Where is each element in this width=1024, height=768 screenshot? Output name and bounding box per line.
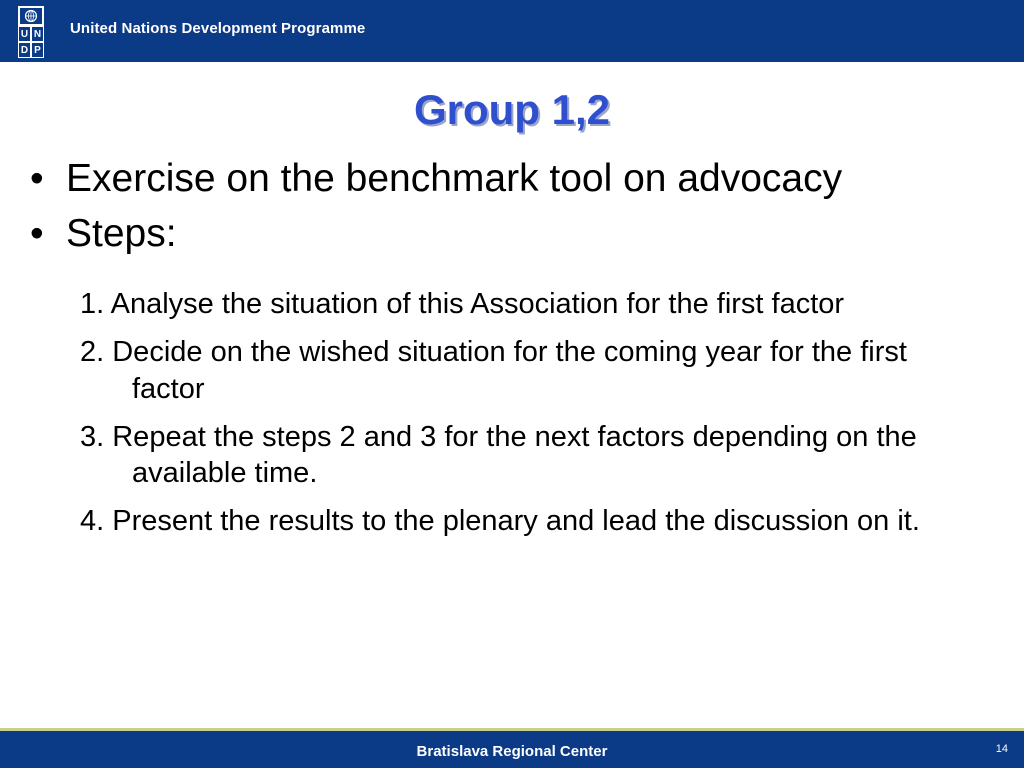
bullet-list: [30, 154, 1010, 263]
step-item: 1. Analyse the situation of this Association for the first factor: [80, 288, 845, 320]
bullet-text: Steps:: [66, 211, 177, 255]
footer-bar: [0, 728, 1024, 768]
step-item: 3. Repeat the steps 2 and 3 for the next factors depending on the available time.: [80, 420, 917, 489]
slide-title: Group 1,2: [413, 86, 611, 133]
logo-letter: U: [20, 28, 29, 40]
steps-list: [80, 286, 980, 552]
bullet-icon: •: [30, 157, 44, 200]
logo-letter: N: [33, 28, 42, 40]
footer-center-text: Bratislava Regional Center: [416, 743, 608, 760]
step-item: 4. Present the results to the plenary and lead the discussion on it.: [80, 505, 920, 538]
bullet-item: [30, 154, 1010, 205]
organization-name: United Nations Development Programme: [70, 20, 366, 37]
step-item: 2. Decide on the wished situation for the coming year for the first factor: [80, 336, 907, 405]
bullet-item: [30, 209, 1010, 260]
logo-letter: D: [20, 44, 29, 56]
page-number: 14: [995, 743, 1008, 755]
undp-logo: [18, 6, 44, 58]
bullet-text: Exercise on the benchmark tool on advocacy: [66, 157, 843, 200]
un-globe-icon: [20, 8, 42, 24]
logo-letter: P: [32, 43, 43, 57]
header-bar: [0, 0, 1024, 62]
bullet-icon: •: [30, 211, 44, 255]
